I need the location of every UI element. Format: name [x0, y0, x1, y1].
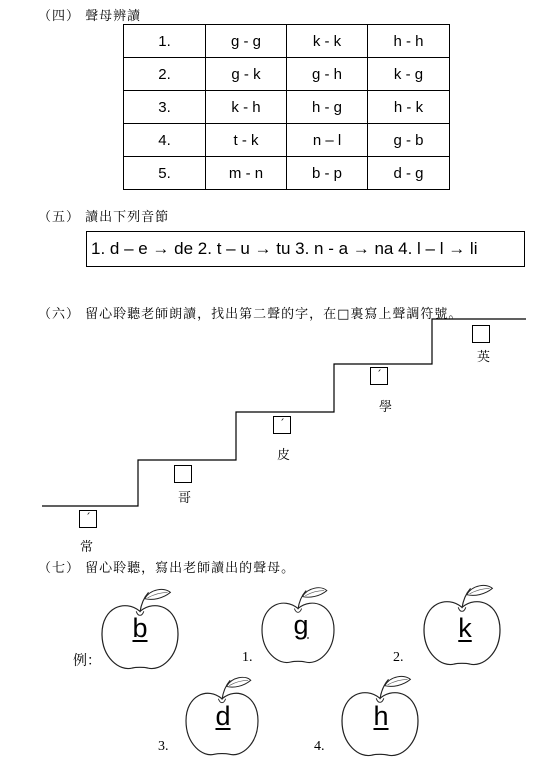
- pair-cell: g - b: [368, 124, 450, 157]
- section-6-title: （六） 留心聆聽老師朗讀，找出第二聲的字，在□裏寫上聲調符號。: [38, 307, 463, 322]
- word-char: 英: [477, 350, 491, 365]
- pair-cell: g - g: [206, 25, 287, 58]
- pair-cell: g - k: [206, 58, 287, 91]
- pair-cell: m - n: [206, 157, 287, 190]
- word-char: 哥: [178, 491, 192, 506]
- answer-letter: b: [132, 613, 148, 643]
- tone-box[interactable]: ˊ: [370, 367, 388, 385]
- tone-box[interactable]: ˊ: [273, 416, 291, 434]
- row-number-cell: 5.: [124, 157, 206, 190]
- section-7-title: （七） 留心聆聽，寫出老師讀出的聲母。: [38, 561, 296, 576]
- example-label: 例：: [73, 654, 101, 669]
- word-char: 學: [379, 400, 393, 415]
- section-5-title: （五） 讀出下列音節: [38, 210, 170, 225]
- answer-letter: d: [215, 701, 231, 731]
- pair-cell: k - g: [368, 58, 450, 91]
- pair-cell: h - h: [368, 25, 450, 58]
- answer-letter: h: [373, 701, 389, 731]
- answer-letter: k: [458, 613, 472, 643]
- pair-cell: h - g: [287, 91, 368, 124]
- pair-cell: t - k: [206, 124, 287, 157]
- row-number-cell: 3.: [124, 91, 206, 124]
- pair-cell: b - p: [287, 157, 368, 190]
- item-number: 3.: [158, 739, 169, 754]
- word-char: 常: [80, 540, 94, 555]
- word-char: 皮: [277, 448, 291, 463]
- pair-cell: d - g: [368, 157, 450, 190]
- row-number-cell: 4.: [124, 124, 206, 157]
- item-number: 4.: [314, 739, 325, 754]
- pair-cell: g - h: [287, 58, 368, 91]
- item-number: 2.: [393, 650, 404, 665]
- row-number-cell: 2.: [124, 58, 206, 91]
- pair-cell: h - k: [368, 91, 450, 124]
- pair-cell: n – l: [287, 124, 368, 157]
- pair-cell: k - k: [287, 25, 368, 58]
- row-number-cell: 1.: [124, 25, 206, 58]
- section-4-title: （四） 聲母辨讀: [38, 9, 142, 24]
- item-number: 1.: [242, 650, 253, 665]
- syllable-box: 1. d – e → de 2. t – u → tu 3. n - a → na 4. l – l → li: [86, 231, 525, 267]
- answer-letter: g: [293, 610, 309, 640]
- pair-cell: k - h: [206, 91, 287, 124]
- tone-box[interactable]: ˊ: [79, 510, 97, 528]
